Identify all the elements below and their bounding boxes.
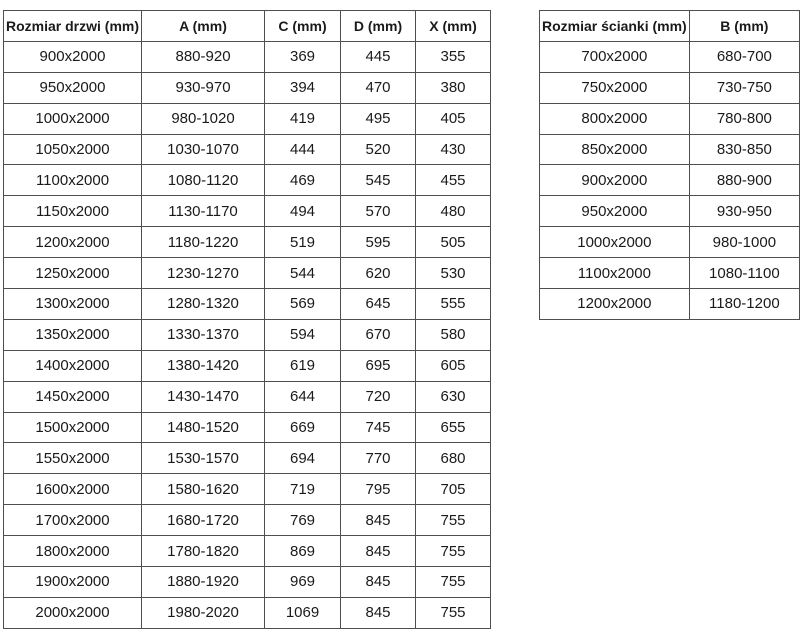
table-cell: 569 xyxy=(265,289,341,320)
door-col-header-size: Rozmiar drzwi (mm) xyxy=(4,11,142,42)
table-cell: 445 xyxy=(341,41,416,72)
table-row xyxy=(4,134,491,165)
table-cell: 700x2000 xyxy=(540,41,690,72)
table-cell: 880-920 xyxy=(142,41,265,72)
table-row xyxy=(540,196,800,227)
table-cell: 444 xyxy=(265,134,341,165)
table-cell: 530 xyxy=(416,258,491,289)
table-row xyxy=(4,350,491,381)
table-cell: 1130-1170 xyxy=(142,196,265,227)
table-cell: 1150x2000 xyxy=(4,196,142,227)
table-cell: 620 xyxy=(341,258,416,289)
table-cell: 1200x2000 xyxy=(4,227,142,258)
table-cell: 845 xyxy=(341,597,416,628)
table-cell: 355 xyxy=(416,41,491,72)
table-row xyxy=(4,474,491,505)
table-cell: 519 xyxy=(265,227,341,258)
table-cell: 1180-1220 xyxy=(142,227,265,258)
wall-size-table xyxy=(539,10,800,320)
table-cell: 595 xyxy=(341,227,416,258)
table-cell: 1700x2000 xyxy=(4,505,142,536)
table-cell: 1100x2000 xyxy=(4,165,142,196)
table-cell: 520 xyxy=(341,134,416,165)
table-cell: 1200x2000 xyxy=(540,289,690,320)
table-cell: 795 xyxy=(341,474,416,505)
table-cell: 1400x2000 xyxy=(4,350,142,381)
table-cell: 544 xyxy=(265,258,341,289)
table-cell: 1250x2000 xyxy=(4,258,142,289)
door-col-header-a: A (mm) xyxy=(142,11,265,42)
table-row xyxy=(4,319,491,350)
table-cell: 680-700 xyxy=(689,41,799,72)
table-cell: 1550x2000 xyxy=(4,443,142,474)
table-cell: 545 xyxy=(341,165,416,196)
door-col-header-d: D (mm) xyxy=(341,11,416,42)
table-row xyxy=(4,381,491,412)
table-cell: 930-970 xyxy=(142,72,265,103)
table-cell: 1580-1620 xyxy=(142,474,265,505)
table-cell: 950x2000 xyxy=(540,196,690,227)
table-cell: 1480-1520 xyxy=(142,412,265,443)
table-cell: 494 xyxy=(265,196,341,227)
wall-table-header-row xyxy=(540,11,800,42)
table-cell: 405 xyxy=(416,103,491,134)
table-cell: 1030-1070 xyxy=(142,134,265,165)
table-row xyxy=(540,227,800,258)
table-cell: 1380-1420 xyxy=(142,350,265,381)
table-row xyxy=(4,41,491,72)
table-cell: 869 xyxy=(265,536,341,567)
table-cell: 1980-2020 xyxy=(142,597,265,628)
table-cell: 369 xyxy=(265,41,341,72)
table-cell: 394 xyxy=(265,72,341,103)
table-cell: 630 xyxy=(416,381,491,412)
table-cell: 505 xyxy=(416,227,491,258)
table-cell: 705 xyxy=(416,474,491,505)
table-cell: 930-950 xyxy=(689,196,799,227)
table-cell: 1080-1120 xyxy=(142,165,265,196)
table-cell: 900x2000 xyxy=(540,165,690,196)
table-cell: 669 xyxy=(265,412,341,443)
table-cell: 645 xyxy=(341,289,416,320)
table-row xyxy=(4,103,491,134)
table-row xyxy=(4,536,491,567)
wall-col-header-size: Rozmiar ścianki (mm) xyxy=(540,11,690,42)
table-cell: 1180-1200 xyxy=(689,289,799,320)
table-cell: 1350x2000 xyxy=(4,319,142,350)
table-cell: 730-750 xyxy=(689,72,799,103)
table-cell: 755 xyxy=(416,567,491,598)
table-cell: 580 xyxy=(416,319,491,350)
table-cell: 1680-1720 xyxy=(142,505,265,536)
table-row xyxy=(4,597,491,628)
table-cell: 845 xyxy=(341,536,416,567)
table-cell: 1100x2000 xyxy=(540,258,690,289)
table-cell: 880-900 xyxy=(689,165,799,196)
table-cell: 845 xyxy=(341,567,416,598)
table-cell: 755 xyxy=(416,597,491,628)
table-cell: 1280-1320 xyxy=(142,289,265,320)
table-cell: 845 xyxy=(341,505,416,536)
table-cell: 619 xyxy=(265,350,341,381)
table-cell: 644 xyxy=(265,381,341,412)
table-cell: 745 xyxy=(341,412,416,443)
table-cell: 900x2000 xyxy=(4,41,142,72)
table-row xyxy=(4,258,491,289)
table-cell: 470 xyxy=(341,72,416,103)
table-cell: 570 xyxy=(341,196,416,227)
table-cell: 694 xyxy=(265,443,341,474)
table-cell: 670 xyxy=(341,319,416,350)
table-cell: 2000x2000 xyxy=(4,597,142,628)
table-row xyxy=(540,103,800,134)
table-cell: 1300x2000 xyxy=(4,289,142,320)
table-row xyxy=(540,134,800,165)
table-cell: 720 xyxy=(341,381,416,412)
door-col-header-x: X (mm) xyxy=(416,11,491,42)
table-cell: 594 xyxy=(265,319,341,350)
table-cell: 980-1020 xyxy=(142,103,265,134)
table-cell: 605 xyxy=(416,350,491,381)
wall-col-header-b: B (mm) xyxy=(689,11,799,42)
table-cell: 455 xyxy=(416,165,491,196)
table-cell: 1500x2000 xyxy=(4,412,142,443)
table-cell: 655 xyxy=(416,412,491,443)
table-cell: 850x2000 xyxy=(540,134,690,165)
door-col-header-c: C (mm) xyxy=(265,11,341,42)
table-cell: 980-1000 xyxy=(689,227,799,258)
table-row xyxy=(540,289,800,320)
table-cell: 1230-1270 xyxy=(142,258,265,289)
table-cell: 680 xyxy=(416,443,491,474)
table-cell: 419 xyxy=(265,103,341,134)
table-row xyxy=(4,289,491,320)
table-cell: 430 xyxy=(416,134,491,165)
table-cell: 380 xyxy=(416,72,491,103)
table-cell: 969 xyxy=(265,567,341,598)
table-cell: 1430-1470 xyxy=(142,381,265,412)
table-row xyxy=(4,567,491,598)
table-row xyxy=(4,165,491,196)
table-cell: 755 xyxy=(416,505,491,536)
table-cell: 830-850 xyxy=(689,134,799,165)
table-cell: 1000x2000 xyxy=(4,103,142,134)
table-row xyxy=(4,412,491,443)
table-row xyxy=(4,227,491,258)
table-cell: 1780-1820 xyxy=(142,536,265,567)
door-size-table xyxy=(3,10,491,629)
table-cell: 695 xyxy=(341,350,416,381)
table-row xyxy=(540,41,800,72)
table-cell: 719 xyxy=(265,474,341,505)
table-cell: 1530-1570 xyxy=(142,443,265,474)
table-cell: 1050x2000 xyxy=(4,134,142,165)
table-cell: 1000x2000 xyxy=(540,227,690,258)
table-cell: 800x2000 xyxy=(540,103,690,134)
table-cell: 755 xyxy=(416,536,491,567)
table-cell: 1450x2000 xyxy=(4,381,142,412)
table-cell: 950x2000 xyxy=(4,72,142,103)
table-cell: 1069 xyxy=(265,597,341,628)
table-cell: 480 xyxy=(416,196,491,227)
table-row xyxy=(540,165,800,196)
table-row xyxy=(4,505,491,536)
table-cell: 555 xyxy=(416,289,491,320)
table-row xyxy=(4,196,491,227)
table-row xyxy=(540,72,800,103)
table-cell: 1880-1920 xyxy=(142,567,265,598)
table-cell: 770 xyxy=(341,443,416,474)
table-cell: 495 xyxy=(341,103,416,134)
table-cell: 750x2000 xyxy=(540,72,690,103)
door-table-header-row xyxy=(4,11,491,42)
table-cell: 1600x2000 xyxy=(4,474,142,505)
table-cell: 780-800 xyxy=(689,103,799,134)
table-cell: 1080-1100 xyxy=(689,258,799,289)
table-cell: 1800x2000 xyxy=(4,536,142,567)
table-row xyxy=(4,72,491,103)
table-cell: 769 xyxy=(265,505,341,536)
table-row xyxy=(4,443,491,474)
table-cell: 1900x2000 xyxy=(4,567,142,598)
table-cell: 469 xyxy=(265,165,341,196)
table-cell: 1330-1370 xyxy=(142,319,265,350)
table-row xyxy=(540,258,800,289)
